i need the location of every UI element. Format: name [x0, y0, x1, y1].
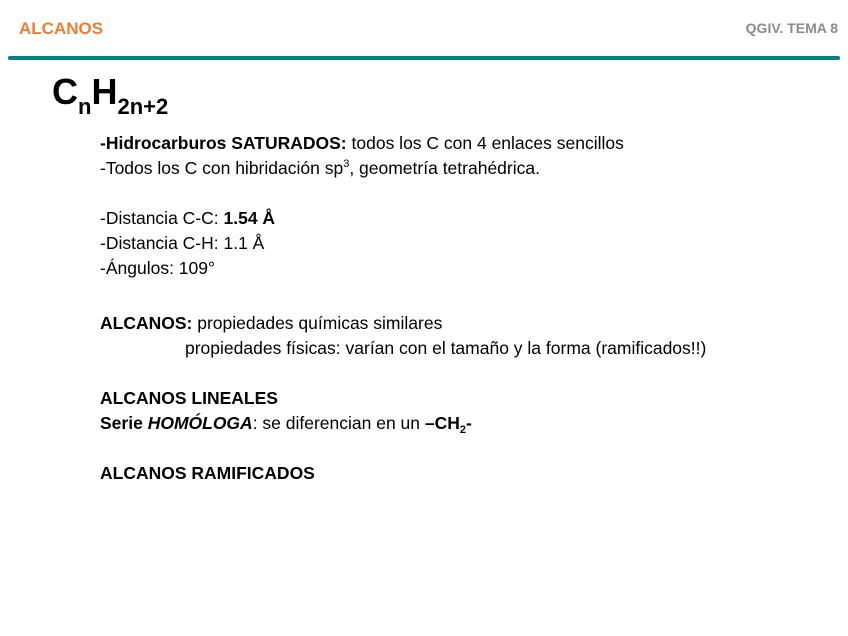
physical-properties-line: propiedades físicas: varían con el tamaño y la forma (ramificados!!) [185, 338, 707, 358]
formula-carbon-subscript: n [78, 94, 92, 119]
slide-title: ALCANOS [19, 19, 104, 38]
course-label: QGIV. TEMA 8 [745, 20, 838, 36]
hybridization-rest: , geometría tetrahédrica. [349, 158, 540, 178]
ch2-text: –CH [424, 413, 460, 433]
formula-carbon: C [52, 71, 78, 112]
hybridization-text: -Todos los C con hibridación sp [100, 158, 344, 178]
saturated-label: -Hidrocarburos SATURADOS: [100, 133, 347, 153]
cc-distance-label: -Distancia C-C: [100, 208, 224, 228]
formula-hydrogen-subscript: 2n+2 [117, 94, 169, 119]
ch2-group [424, 413, 472, 436]
homologous-series-line [100, 411, 840, 436]
saturated-line [100, 131, 840, 156]
slide-body [100, 131, 840, 486]
header-divider [8, 56, 840, 60]
homologous-label: HOMÓLOGA [147, 413, 253, 433]
branched-alkanes-heading: ALCANOS RAMIFICADOS [100, 463, 315, 483]
ch-distance-line: -Distancia C-H: 1.1 Å [100, 233, 265, 253]
cc-distance-line [100, 206, 840, 231]
formula-hydrogen: H [91, 71, 118, 112]
chemical-properties-text: propiedades químicas similares [192, 313, 443, 333]
series-label: Serie [100, 413, 148, 433]
saturated-text: todos los C con 4 enlaces sencillos [346, 133, 624, 153]
general-formula [52, 72, 168, 127]
alkanes-label: ALCANOS: [100, 313, 193, 333]
angles-line: -Ángulos: 109° [100, 258, 215, 278]
alkanes-properties-line [100, 311, 840, 336]
hybridization-superscript: 3 [343, 158, 350, 170]
series-text: : se diferencian en un [252, 413, 425, 433]
hybridization-line [100, 156, 840, 181]
ch2-end: - [466, 413, 472, 433]
linear-alkanes-heading: ALCANOS LINEALES [100, 388, 278, 408]
ch2-subscript: 2 [459, 424, 467, 436]
cc-distance-value: 1.54 Å [223, 208, 276, 228]
